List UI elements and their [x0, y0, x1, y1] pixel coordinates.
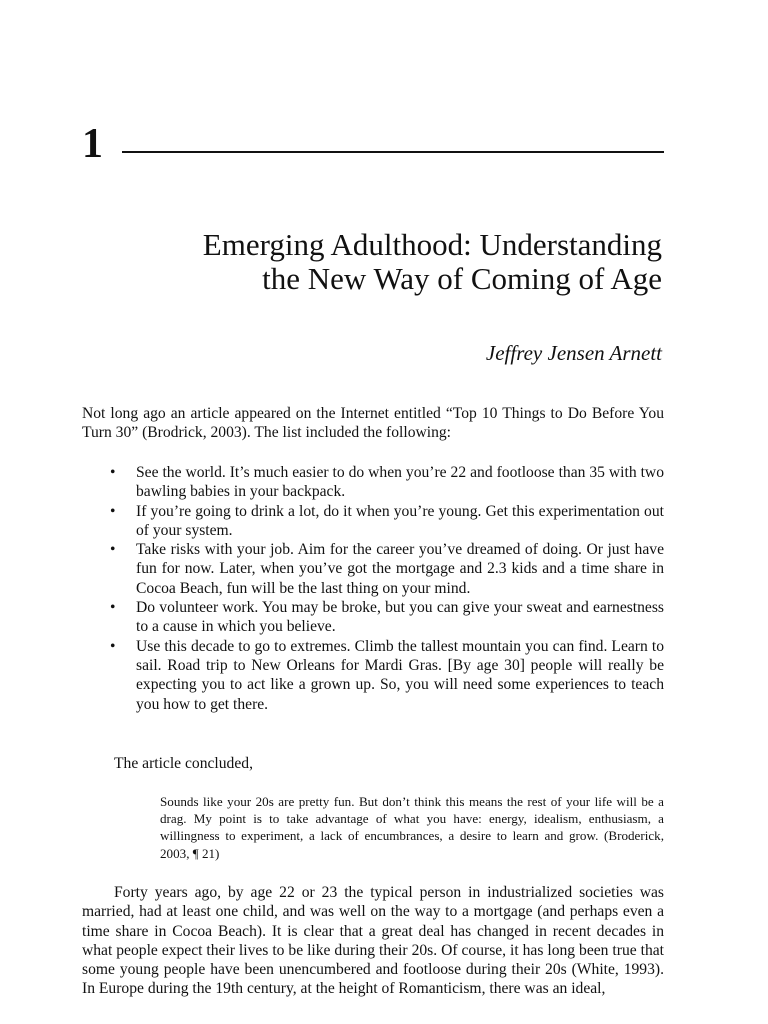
chapter-rule	[122, 151, 664, 153]
chapter-number: 1	[82, 121, 103, 167]
chapter-title-line-1: Emerging Adulthood: Understanding	[202, 227, 662, 262]
list-item	[110, 598, 664, 637]
chapter-title	[82, 228, 662, 296]
intro-paragraph: Not long ago an article appeared on the Internet entitled “Top 10 Things to Do Before You Turn 30” (Brodrick, 2003). The list included the following:	[82, 405, 664, 442]
list-item-text: See the world. It’s much easier to do when you’re 22 and footloose than 35 with two bawling babies in your backpack.	[136, 464, 664, 501]
bullet-marker: •	[110, 464, 116, 481]
bullet-marker: •	[110, 502, 116, 520]
bullet-marker: •	[110, 637, 116, 655]
chapter-heading	[82, 118, 664, 170]
bullet-list	[110, 463, 664, 714]
list-item	[110, 540, 664, 598]
concluded-line: The article concluded,	[114, 755, 253, 772]
list-item	[110, 637, 664, 714]
list-item-text: Use this decade to go to extremes. Climb the tallest mountain you can find. Learn to sail. Road trip to New Orleans for Mardi Gras. [By age 30] people will really be expecting you to act like a grown up. So, you will need some experiences to teach you how to get there.	[136, 637, 664, 713]
closing-paragraph: Forty years ago, by age 22 or 23 the typical person in industrialized societies was married, had at least one child, and was well on the way to a mortgage (and perhaps even a time share in Cocoa Beach). It is clear that a great deal has changed in recent decades in what people expect their lives to be like during their 20s. Of course, it has long been true that some young people have been unencumbered and footloose during their 20s (White, 1993). In Europe during the 19th century, at the height of Romanticism, there was an ideal,	[82, 884, 664, 998]
list-item	[110, 502, 664, 541]
list-item-text: Take risks with your job. Aim for the career you’ve dreamed of doing. Or just have fun for now. Later, when you’ve got the mortgage and 2.3 kids and a time share in Cocoa Beach, fun will be the last thing on your mind.	[136, 541, 664, 597]
bullet-marker: •	[110, 541, 116, 559]
chapter-title-line-2: the New Way of Coming of Age	[262, 261, 662, 296]
list-item	[110, 463, 664, 502]
list-item-text: Do volunteer work. You may be broke, but you can give your sweat and earnestness to a cause in which you believe.	[136, 599, 664, 636]
list-item-text: If you’re going to drink a lot, do it when you’re young. Get this experimentation out of your system.	[136, 502, 664, 539]
bullet-marker: •	[110, 599, 116, 617]
block-quote: Sounds like your 20s are pretty fun. But don’t think this means the rest of your life will be a drag. My point is to take advantage of what you have: energy, idealism, enthusiasm, a willingness to experiment, a lack of encumbrances, a desire to learn and grow. (Broderick, 2003, ¶ 21)	[160, 794, 664, 861]
author-name: Jeffrey Jensen Arnett	[485, 341, 662, 365]
